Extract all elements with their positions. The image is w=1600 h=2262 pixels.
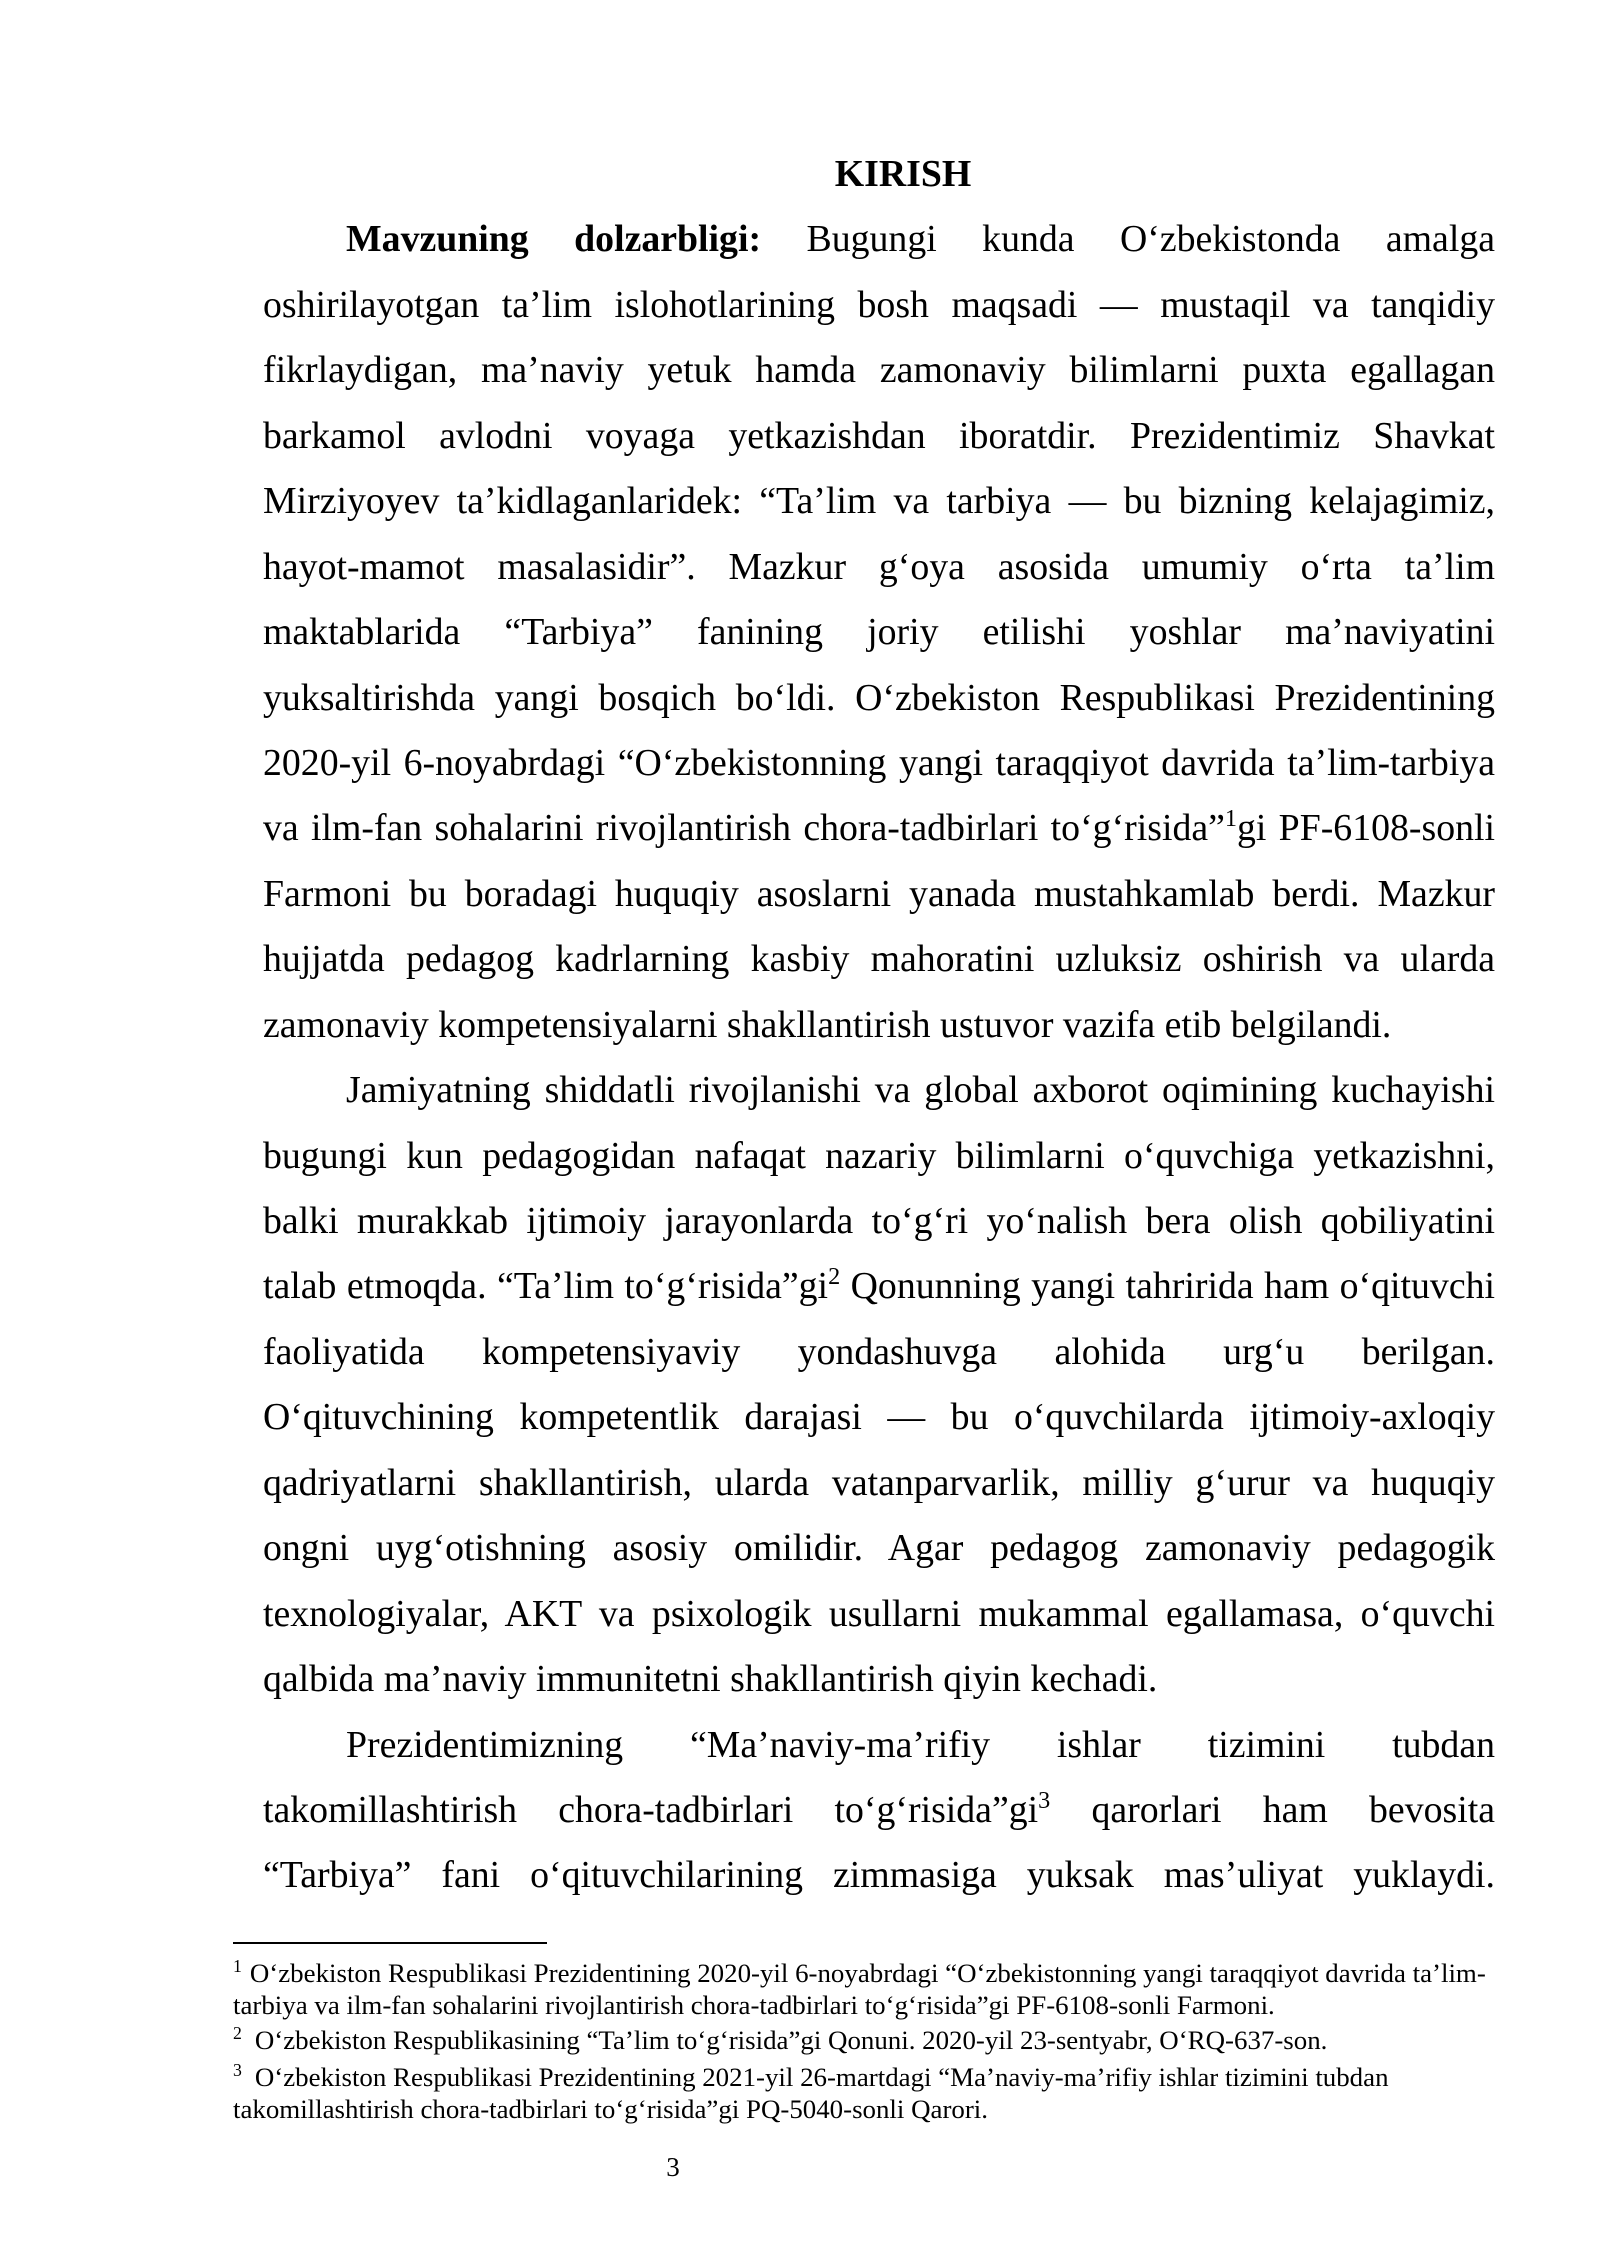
footnote-line xyxy=(233,1958,1533,1990)
text-line: bugungi kun pedagogidan nafaqat nazariy bilimlarni o‘quvchiga yetkazishni, xyxy=(263,1134,1495,1177)
footnote-line: tarbiya va ilm-fan sohalarini rivojlantirish chora-tadbirlari to‘g‘risida”gi PF-6108-sonli Farmoni. xyxy=(233,1989,1275,2020)
line-text: takomillashtirish chora-tadbirlari to‘g‘risida”gi xyxy=(263,1788,1039,1831)
text-line: O‘qituvchining kompetentlik darajasi — bu o‘quvchilarda ijtimoiy-axloqiy xyxy=(263,1396,1495,1439)
text-line: qadriyatlarni shakllantirish, ularda vatanparvarlik, milliy g‘urur va huquqiy xyxy=(263,1461,1495,1504)
text-line xyxy=(263,1254,1495,1319)
line-text: Bugungi kunda O‘zbekistonda amalga xyxy=(806,218,1495,261)
line-text: Qonunning yangi tahririda ham o‘qituvchi xyxy=(850,1265,1495,1308)
text-line: Jamiyatning shiddatli rivojlanishi va global axborot oqimining kuchayishi xyxy=(346,1069,1495,1112)
text-line: balki murakkab ijtimoiy jarayonlarda to‘g‘ri yo‘nalish bera olish qobiliyatini xyxy=(263,1200,1495,1242)
line-text: gi PF-6108-sonli xyxy=(1237,807,1495,850)
footnote xyxy=(233,2025,1533,2057)
text-line xyxy=(263,796,1495,861)
text-line: zamonaviy kompetensiyalarni shakllantirish ustuvor vazifa etib belgilandi. xyxy=(263,1003,1392,1046)
text-line: fikrlaydigan, ma’naviy yetuk hamda zamonaviy bilimlarni puxta egallagan xyxy=(263,349,1495,392)
footnote-separator xyxy=(233,1942,547,1944)
paragraph-relevance xyxy=(263,207,1495,1058)
footnote xyxy=(233,1958,1533,2021)
footnote-line: takomillashtirish chora-tadbirlari to‘g‘risida”gi PQ-5040-sonli Qarori. xyxy=(233,2093,988,2124)
section-title: KIRISH xyxy=(834,153,972,195)
text-line: Farmoni bu boradagi huquqiy asoslarni yanada mustahkamlab berdi. Mazkur xyxy=(263,872,1495,915)
footnote xyxy=(233,2062,1533,2125)
text-line: ongni uyg‘otishning asosiy omilidir. Agar pedagog zamonaviy pedagogik xyxy=(263,1527,1495,1570)
paragraph-society xyxy=(263,1058,1495,1712)
footnote-ref: 2 xyxy=(828,1263,841,1291)
text-line: texnologiyalar, AKT va psixologik usullarni mukammal egallamasa, o‘quvchi xyxy=(263,1592,1495,1635)
text-line: hujjatda pedagog kadrlarning kasbiy mahoratini uzluksiz oshirish va ularda xyxy=(263,938,1495,981)
footnote-mark: 1 xyxy=(233,1956,242,1977)
paragraph-president xyxy=(263,1713,1495,1909)
text-line: barkamol avlodni voyaga yetkazishdan iboratdir. Prezidentimiz Shavkat xyxy=(263,414,1495,457)
text-line: 2020-yil 6-noyabrdagi “O‘zbekistonning yangi taraqqiyot davrida ta’lim-tarbiya xyxy=(263,741,1495,784)
body-text xyxy=(263,142,1495,1909)
text-line xyxy=(263,1778,1495,1843)
text-line: oshirilayotgan ta’lim islohotlarining bosh maqsadi — mustaqil va tanqidiy xyxy=(263,283,1495,326)
text-line: “Tarbiya” fani o‘qituvchilarining zimmasiga yuksak mas’uliyat yuklaydi. xyxy=(263,1854,1495,1897)
text-line: qalbida ma’naviy immunitetni shakllantirish qiyin kechadi. xyxy=(263,1658,1158,1701)
footnote-line xyxy=(233,2025,1533,2057)
footnote-mark: 3 xyxy=(233,2060,242,2081)
footnote-text: O‘zbekiston Respublikasi Prezidentining 2020-yil 6-noyabrdagi “O‘zbekistonning yangi taraqqiyot davrida ta’lim- xyxy=(249,1958,1486,1988)
text-line: hayot-mamot masalasidir”. Mazkur g‘oya asosida umumiy o‘rta ta’lim xyxy=(263,545,1495,588)
footnote-line xyxy=(233,2062,1533,2094)
footnote-text: O‘zbekiston Respublikasining “Ta’lim to‘g‘risida”gi Qonuni. 2020-yil 23-sentyabr, O‘RQ-637-son. xyxy=(254,2025,1328,2055)
line-text: talab etmoqda. “Ta’lim to‘g‘risida”gi xyxy=(263,1265,829,1308)
line-text: qarorlari ham bevosita xyxy=(1091,1788,1495,1831)
lead-in-label: Mavzuning dolzarbligi: xyxy=(346,218,762,261)
footnote-ref: 3 xyxy=(1038,1786,1051,1814)
text-line xyxy=(263,207,1495,272)
text-line: maktablarida “Tarbiya” fanining joriy etilishi yoshlar ma’naviyatini xyxy=(263,611,1495,654)
text-line: Mirziyoyev ta’kidlaganlaridek: “Ta’lim va tarbiya — bu bizning kelajagimiz, xyxy=(263,480,1495,523)
page-number: 3 xyxy=(666,2152,680,2182)
footnote-mark: 2 xyxy=(233,2023,242,2044)
text-line: faoliyatida kompetensiyaviy yondashuvga alohida urg‘u berilgan. xyxy=(263,1330,1495,1373)
footnote-text: O‘zbekiston Respublikasi Prezidentining 2021-yil 26-martdagi “Ma’naviy-ma’rifiy ishlar tizimini tubdan xyxy=(254,2062,1389,2092)
line-text: va ilm-fan sohalarini rivojlantirish chora-tadbirlari to‘g‘risida” xyxy=(263,807,1225,850)
text-line: yuksaltirishda yangi bosqich bo‘ldi. O‘zbekiston Respublikasi Prezidentining xyxy=(263,676,1495,719)
text-line: Prezidentimizning “Ma’naviy-ma’rifiy ishlar tizimini tubdan xyxy=(346,1723,1495,1766)
footnote-ref: 1 xyxy=(1224,805,1237,833)
